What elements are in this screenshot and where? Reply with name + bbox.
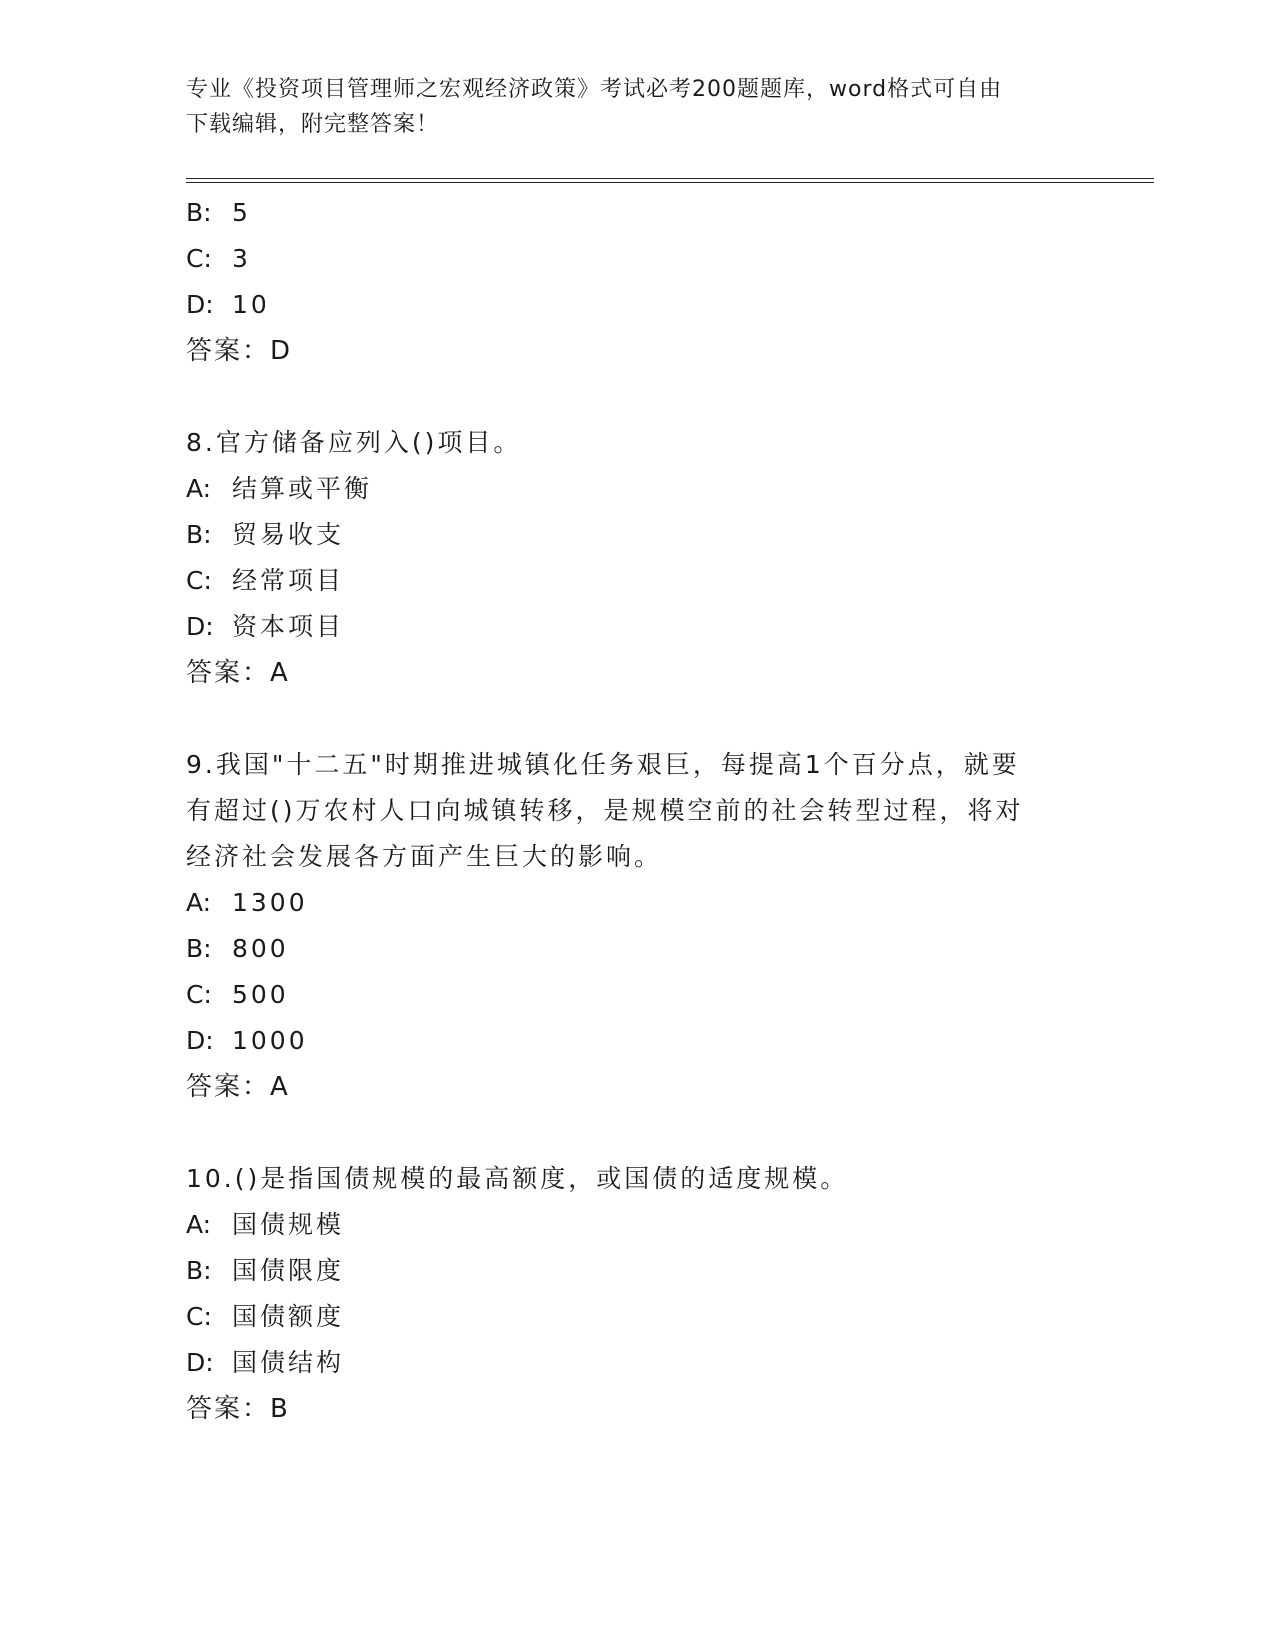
option-b: B: 国债限度 [186, 1256, 345, 1285]
header-divider-bottom [186, 182, 1154, 183]
option-a: A: 结算或平衡 [186, 474, 373, 503]
header-divider-top [186, 178, 1154, 179]
option-a: A: 国债规模 [186, 1210, 345, 1239]
answer: 答案：A [186, 658, 290, 688]
option-c: C: 经常项目 [186, 566, 345, 595]
question-10 [186, 1156, 1086, 1432]
question-stem: 9.我国"十二五"时期推进城镇化任务艰巨，每提高1个百分点，就要 有超过()万农村人口向城镇转移，是规模空前的社会转型过程，将对 经济社会发展各方面产生巨大的影响。 [186, 750, 1024, 871]
document-header [186, 72, 1066, 142]
header-line-2: 下载编辑，附完整答案！ [186, 112, 440, 137]
option-c: C: 3 [186, 244, 251, 273]
option-b: B: 800 [186, 934, 289, 963]
partial-question [186, 190, 1086, 374]
option-d: D: 10 [186, 290, 270, 319]
question-8 [186, 420, 1086, 696]
option-b: B: 贸易收支 [186, 520, 345, 549]
option-d: D: 1000 [186, 1026, 308, 1055]
option-d: D: 国债结构 [186, 1348, 345, 1377]
question-9 [186, 742, 1086, 1110]
answer: 答案：B [186, 1394, 290, 1424]
question-stem: 10.()是指国债规模的最高额度，或国债的适度规模。 [186, 1164, 849, 1193]
option-b: B: 5 [186, 198, 251, 227]
option-d: D: 资本项目 [186, 612, 345, 641]
option-c: C: 国债额度 [186, 1302, 345, 1331]
option-c: C: 500 [186, 980, 289, 1009]
question-stem: 8.官方储备应列入()项目。 [186, 428, 522, 457]
question-list [186, 190, 1086, 1478]
answer: 答案：A [186, 1072, 290, 1102]
option-a: A: 1300 [186, 888, 308, 917]
answer: 答案：D [186, 336, 293, 366]
header-line-1: 专业《投资项目管理师之宏观经济政策》考试必考200题题库，word格式可自由 [186, 77, 1003, 102]
